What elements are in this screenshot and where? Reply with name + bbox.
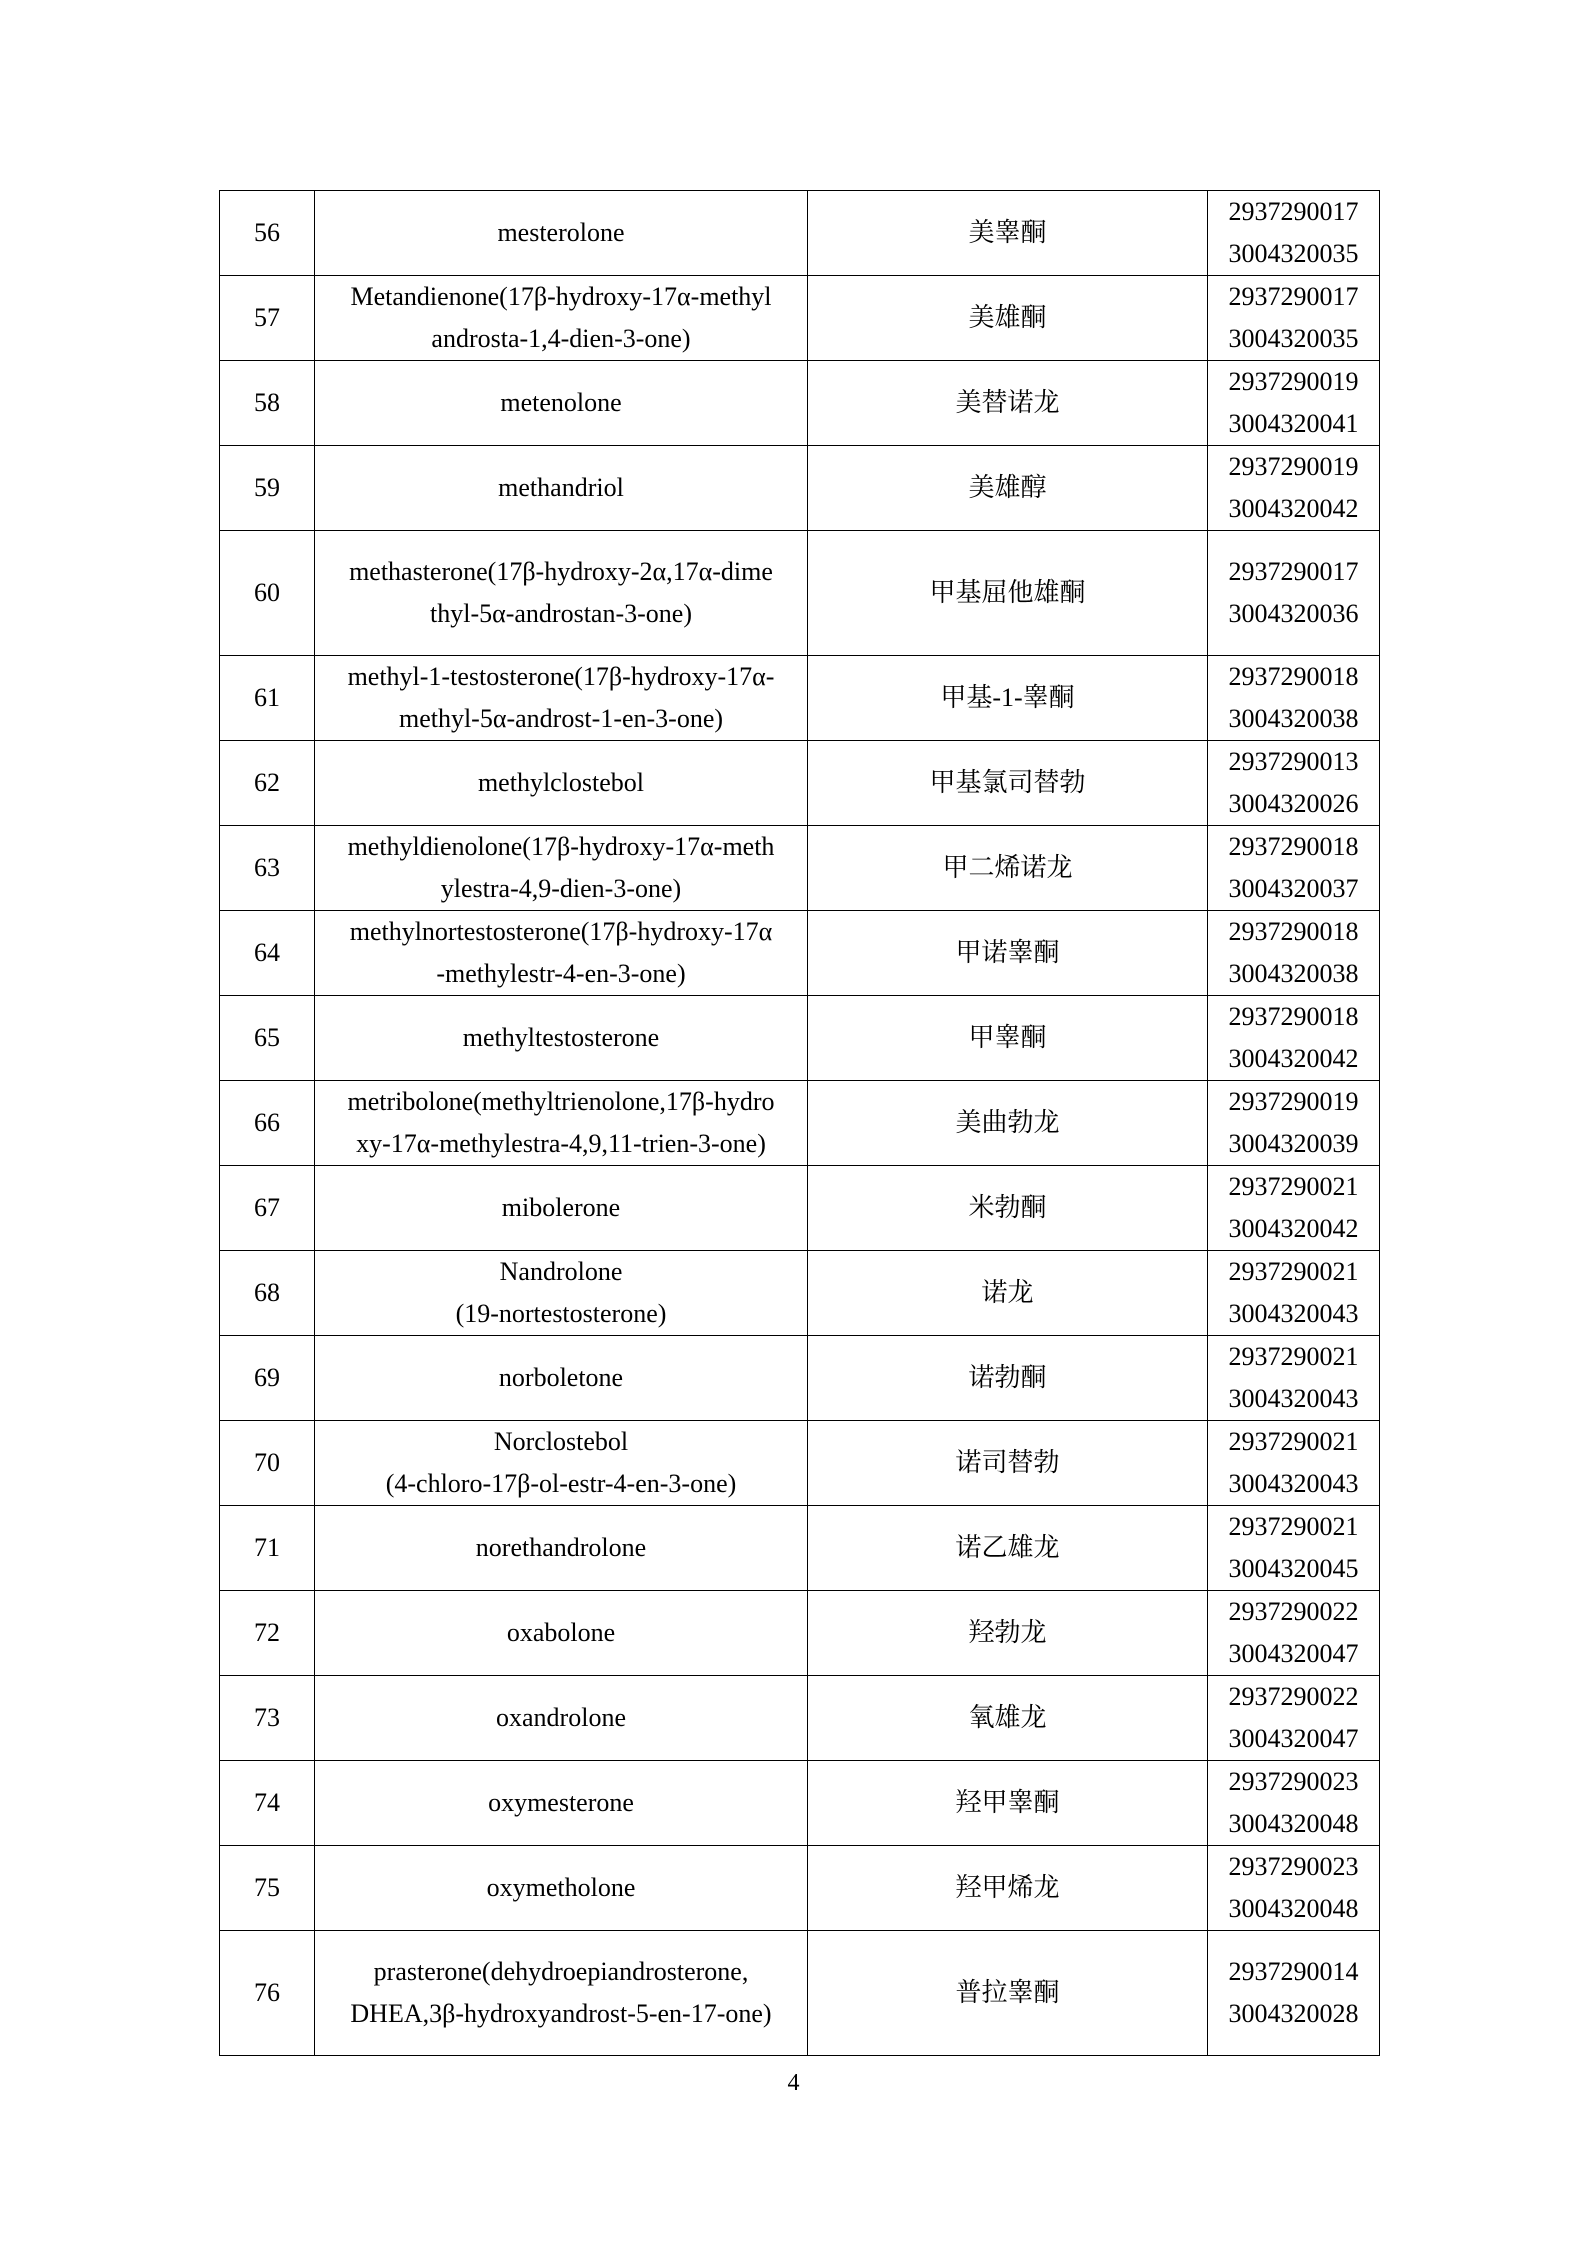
table-row [220,911,1380,996]
commodity-code: 3004320045 [1228,1554,1359,1583]
table-row [220,1591,1380,1676]
table-row [220,1761,1380,1846]
commodity-codes [1208,1421,1380,1506]
commodity-code: 2937290021 [1228,1342,1359,1371]
commodity-codes [1208,996,1380,1081]
english-name: mibolerone [315,1166,808,1251]
commodity-code: 2937290023 [1228,1767,1359,1796]
commodity-code: 2937290014 [1228,1957,1359,1986]
chinese-name: 诺龙 [808,1251,1208,1336]
table-row [220,1336,1380,1421]
english-name: oxabolone [315,1591,808,1676]
commodity-code: 3004320043 [1228,1384,1359,1413]
commodity-code: 2937290021 [1228,1512,1359,1541]
table-row [220,1166,1380,1251]
commodity-codes [1208,656,1380,741]
chinese-name: 美雄醇 [808,446,1208,531]
page-number: 4 [787,2070,800,2096]
chinese-name: 诺乙雄龙 [808,1506,1208,1591]
row-number: 63 [220,826,315,911]
commodity-code: 3004320026 [1228,789,1359,818]
commodity-code: 2937290018 [1228,917,1359,946]
commodity-code: 3004320048 [1228,1894,1359,1923]
commodity-codes [1208,1931,1380,2056]
table-row [220,826,1380,911]
english-name: prasterone(dehydroepiandrosterone, DHEA,3β-hydroxyandrost-5-en-17-one) [315,1931,808,2056]
commodity-code: 2937290021 [1228,1172,1359,1201]
commodity-codes [1208,361,1380,446]
row-number: 61 [220,656,315,741]
chinese-name: 甲诺睾酮 [808,911,1208,996]
commodity-code: 3004320048 [1228,1809,1359,1838]
english-name: Nandrolone (19-nortestosterone) [315,1251,808,1336]
commodity-code: 3004320047 [1228,1639,1359,1668]
row-number: 57 [220,276,315,361]
english-name: oxymetholone [315,1846,808,1931]
english-name: Metandienone(17β-hydroxy-17α-methyl androsta-1,4-dien-3-one) [315,276,808,361]
table-row [220,741,1380,826]
table-row [220,1846,1380,1931]
commodity-code: 2937290018 [1228,1002,1359,1031]
row-number: 70 [220,1421,315,1506]
english-name: methandriol [315,446,808,531]
commodity-code: 2937290021 [1228,1257,1359,1286]
commodity-codes [1208,741,1380,826]
row-number: 66 [220,1081,315,1166]
commodity-codes [1208,276,1380,361]
table-row [220,191,1380,276]
row-number: 60 [220,531,315,656]
commodity-code: 3004320035 [1228,324,1359,353]
commodity-code: 3004320038 [1228,959,1359,988]
english-name: oxymesterone [315,1761,808,1846]
commodity-codes [1208,1336,1380,1421]
commodity-code: 2937290018 [1228,832,1359,861]
table-row [220,996,1380,1081]
commodity-code: 3004320035 [1228,239,1359,268]
chinese-name: 美雄酮 [808,276,1208,361]
english-name: norethandrolone [315,1506,808,1591]
row-number: 65 [220,996,315,1081]
table-row [220,656,1380,741]
chinese-name: 普拉睾酮 [808,1931,1208,2056]
chinese-name: 甲基氯司替勃 [808,741,1208,826]
english-name: methasterone(17β-hydroxy-2α,17α-dime thyl-5α-androstan-3-one) [315,531,808,656]
commodity-code: 3004320042 [1228,494,1359,523]
substance-table-body [220,191,1380,2056]
table-row [220,1251,1380,1336]
commodity-codes [1208,1081,1380,1166]
substance-table [219,190,1380,2056]
commodity-code: 2937290019 [1228,1087,1359,1116]
commodity-code: 2937290013 [1228,747,1359,776]
row-number: 58 [220,361,315,446]
row-number: 59 [220,446,315,531]
commodity-code: 3004320043 [1228,1299,1359,1328]
row-number: 68 [220,1251,315,1336]
english-name: mesterolone [315,191,808,276]
chinese-name: 美替诺龙 [808,361,1208,446]
chinese-name: 羟甲烯龙 [808,1846,1208,1931]
chinese-name: 米勃酮 [808,1166,1208,1251]
commodity-code: 2937290022 [1228,1597,1359,1626]
row-number: 71 [220,1506,315,1591]
table-row [220,1421,1380,1506]
chinese-name: 甲基屈他雄酮 [808,531,1208,656]
chinese-name: 羟勃龙 [808,1591,1208,1676]
commodity-codes [1208,191,1380,276]
commodity-code: 2937290023 [1228,1852,1359,1881]
chinese-name: 美睾酮 [808,191,1208,276]
row-number: 74 [220,1761,315,1846]
commodity-code: 3004320028 [1228,1999,1359,2028]
english-name: oxandrolone [315,1676,808,1761]
table-row [220,1676,1380,1761]
commodity-codes [1208,1166,1380,1251]
commodity-codes [1208,1676,1380,1761]
commodity-codes [1208,446,1380,531]
english-name: metribolone(methyltrienolone,17β-hydro xy-17α-methylestra-4,9,11-trien-3-one) [315,1081,808,1166]
commodity-codes [1208,1591,1380,1676]
commodity-code: 3004320038 [1228,704,1359,733]
row-number: 56 [220,191,315,276]
commodity-code: 3004320036 [1228,599,1359,628]
commodity-codes [1208,826,1380,911]
commodity-code: 2937290019 [1228,367,1359,396]
table-row [220,1931,1380,2056]
commodity-codes [1208,1761,1380,1846]
chinese-name: 美曲勃龙 [808,1081,1208,1166]
commodity-code: 2937290019 [1228,452,1359,481]
commodity-codes [1208,1846,1380,1931]
commodity-code: 2937290021 [1228,1427,1359,1456]
commodity-code: 3004320043 [1228,1469,1359,1498]
commodity-code: 3004320047 [1228,1724,1359,1753]
table-row [220,1506,1380,1591]
chinese-name: 氧雄龙 [808,1676,1208,1761]
table-row [220,276,1380,361]
commodity-code: 3004320041 [1228,409,1359,438]
row-number: 73 [220,1676,315,1761]
row-number: 64 [220,911,315,996]
english-name: Norclostebol (4-chloro-17β-ol-estr-4-en-3-one) [315,1421,808,1506]
english-name: methylclostebol [315,741,808,826]
table-row [220,361,1380,446]
chinese-name: 诺司替勃 [808,1421,1208,1506]
commodity-code: 2937290017 [1228,197,1359,226]
commodity-code: 3004320037 [1228,874,1359,903]
commodity-codes [1208,1251,1380,1336]
row-number: 62 [220,741,315,826]
chinese-name: 甲基-1-睾酮 [808,656,1208,741]
chinese-name: 甲二烯诺龙 [808,826,1208,911]
chinese-name: 甲睾酮 [808,996,1208,1081]
commodity-code: 3004320042 [1228,1214,1359,1243]
english-name: methyl-1-testosterone(17β-hydroxy-17α- methyl-5α-androst-1-en-3-one) [315,656,808,741]
commodity-code: 2937290018 [1228,662,1359,691]
row-number: 72 [220,1591,315,1676]
table-row [220,446,1380,531]
row-number: 76 [220,1931,315,2056]
commodity-code: 2937290017 [1228,282,1359,311]
commodity-codes [1208,1506,1380,1591]
english-name: methyldienolone(17β-hydroxy-17α-meth ylestra-4,9-dien-3-one) [315,826,808,911]
commodity-code: 3004320042 [1228,1044,1359,1073]
commodity-code: 2937290022 [1228,1682,1359,1711]
english-name: metenolone [315,361,808,446]
chinese-name: 诺勃酮 [808,1336,1208,1421]
english-name: norboletone [315,1336,808,1421]
row-number: 67 [220,1166,315,1251]
row-number: 75 [220,1846,315,1931]
commodity-code: 3004320039 [1228,1129,1359,1158]
table-row [220,1081,1380,1166]
table-row [220,531,1380,656]
chinese-name: 羟甲睾酮 [808,1761,1208,1846]
commodity-code: 2937290017 [1228,557,1359,586]
commodity-codes [1208,531,1380,656]
commodity-codes [1208,911,1380,996]
english-name: methyltestosterone [315,996,808,1081]
english-name: methylnortestosterone(17β-hydroxy-17α -methylestr-4-en-3-one) [315,911,808,996]
row-number: 69 [220,1336,315,1421]
